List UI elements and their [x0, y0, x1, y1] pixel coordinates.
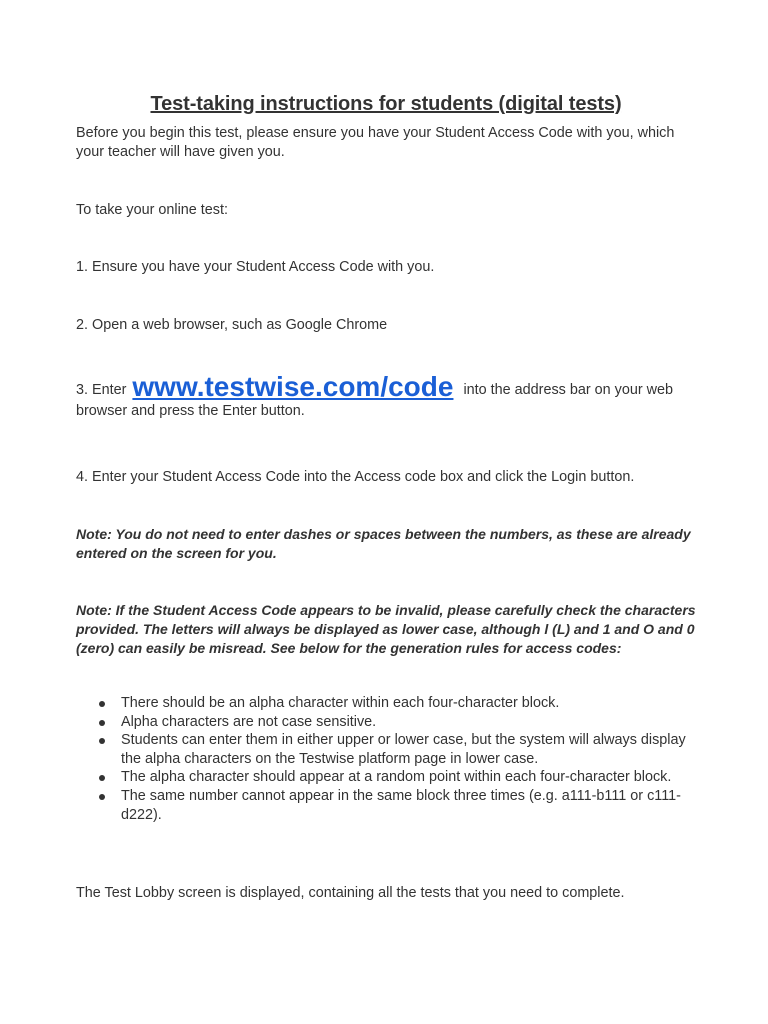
list-item — [121, 713, 696, 732]
rule-text: The same number cannot appear in the same block three times (e.g. a111-b111 or c111-d222). — [121, 787, 681, 823]
step-1: 1. Ensure you have your Student Access Code with you. — [76, 259, 435, 275]
bullet-icon — [99, 775, 105, 781]
note-dashes: Note: You do not need to enter dashes or spaces between the numbers, as these are already entered on the screen for you. — [76, 526, 691, 561]
intro-paragraph: Before you begin this test, please ensure you have your Student Access Code with you, which your teacher will have given you. — [76, 125, 675, 160]
step-4: 4. Enter your Student Access Code into the Access code box and click the Login button. — [76, 469, 635, 485]
access-code-rules-list — [76, 694, 696, 824]
closing-paragraph: The Test Lobby screen is displayed, containing all the tests that you need to complete. — [76, 885, 625, 901]
bullet-icon — [99, 701, 105, 707]
note-invalid-code: Note: If the Student Access Code appears to be invalid, please carefully check the characters provided. The letters will always be displayed as lower case, although l (L) and 1 and O and 0 (zero) can easily be misread. See below for the generation rules for access codes: — [76, 602, 696, 656]
bullet-icon — [99, 794, 105, 800]
rule-text: There should be an alpha character within each four-character block. — [121, 695, 560, 711]
list-item — [121, 787, 696, 824]
step-3 — [76, 371, 696, 422]
bullet-icon — [99, 720, 105, 726]
list-item — [121, 694, 696, 713]
step-3-prefix: 3. Enter — [76, 382, 127, 398]
bullet-icon — [99, 738, 105, 744]
rule-text: Alpha characters are not case sensitive. — [121, 713, 377, 730]
rule-text: Students can enter them in either upper or lower case, but the system will always display the alpha characters on the Testwise platform page in lower case. — [121, 732, 686, 767]
to-take-heading: To take your online test: — [76, 202, 228, 218]
testwise-code-link[interactable]: www.testwise.com/code — [132, 371, 454, 402]
rule-text: The alpha character should appear at a random point within each four-character block. — [121, 769, 672, 786]
list-item — [121, 731, 696, 768]
step-3-suffix: into the address bar on your web browser and press the Enter button. — [76, 382, 674, 419]
step-2: 2. Open a web browser, such as Google Chrome — [76, 317, 388, 333]
page-title: Test-taking instructions for students (digital tests) — [150, 93, 622, 115]
list-item — [121, 768, 696, 787]
